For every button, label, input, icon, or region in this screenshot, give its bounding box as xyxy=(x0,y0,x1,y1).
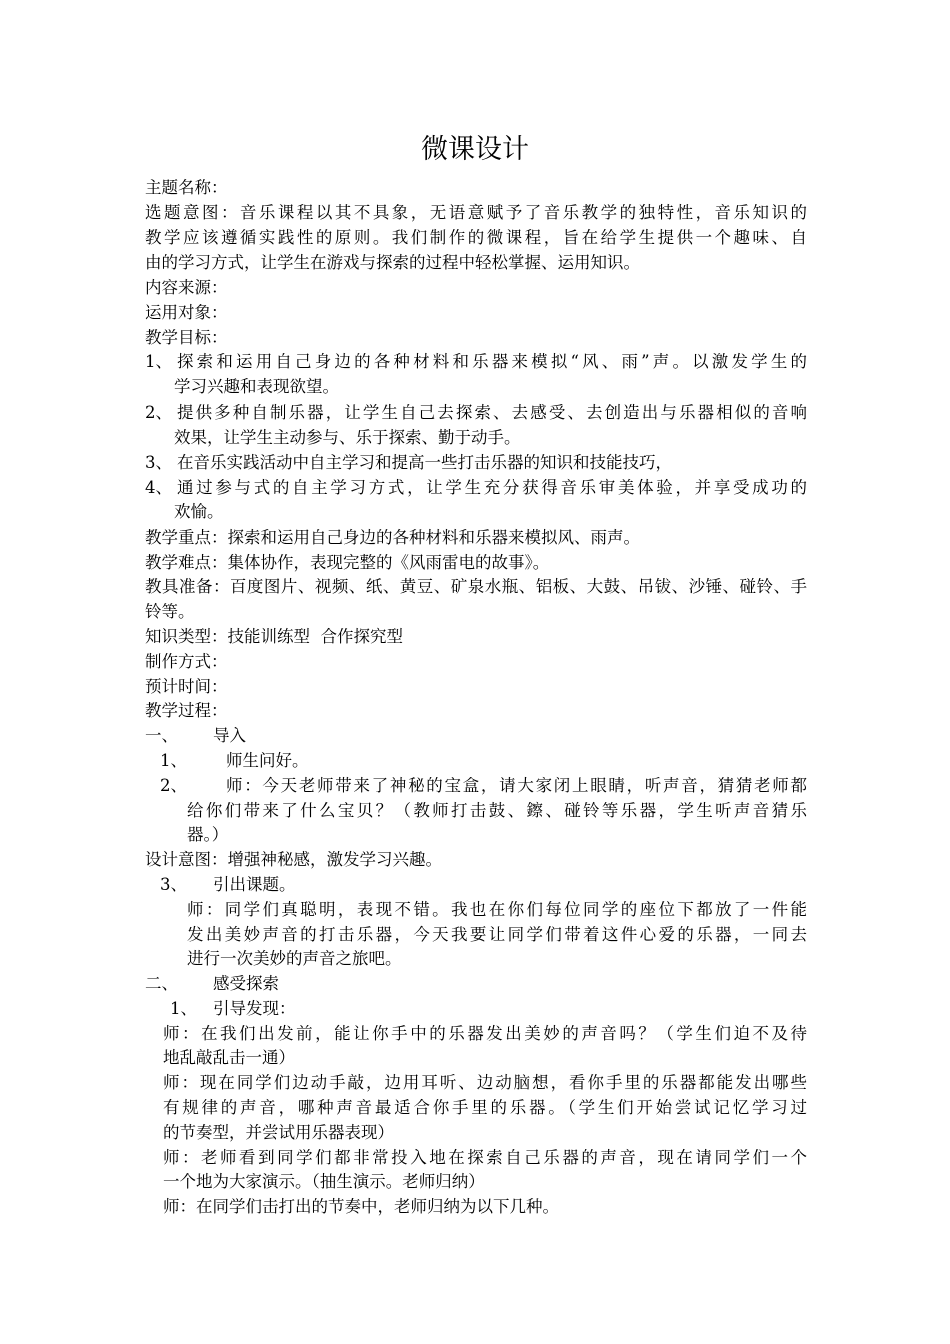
intent-line-3: 由的学习方式，让学生在游戏与探索的过程中轻松掌握、运用知识。 xyxy=(145,253,640,272)
goal-2-number: 2、 xyxy=(145,403,172,422)
design-intent-line: 设计意图：增强神秘感，激发学习兴趣。 xyxy=(145,850,442,869)
difficulty-line: 教学难点：集体协作，表现完整的《风雨雷电的故事》。 xyxy=(145,553,550,572)
step-1-2-line-2: 给你们带来了什么宝贝？（教师打击鼓、鑔、碰铃等乐器，学生听声音猜乐 xyxy=(187,801,807,820)
goal-3-line-1: 在音乐实践活动中自主学习和提高一些打击乐器的知识和技能技巧， xyxy=(177,453,672,472)
step-1-2-line-1: 师：今天老师带来了神秘的宝盒，请大家闭上眼睛，听声音，猜猜老师都 xyxy=(226,776,807,795)
goal-1-line-1: 探索和运用自己身边的各种材料和乐器来模拟“风、雨”声。以激发学生的 xyxy=(177,352,807,371)
goal-2-line-2: 效果，让学生主动参与、乐于探索、勤于动手。 xyxy=(174,428,521,447)
goal-2-line-1: 提供多种自制乐器，让学生自己去探索、去感受、去创造出与乐器相似的音响 xyxy=(177,403,807,422)
step-2-body-line-5: 的节奏型，并尝试用乐器表现） xyxy=(163,1123,394,1142)
goal-3-number: 3、 xyxy=(145,453,172,472)
goals-label: 教学目标： xyxy=(145,328,228,347)
step-2-body-line-1: 师：在我们出发前，能让你手中的乐器发出美妙的声音吗？（学生们迫不及待 xyxy=(163,1024,807,1043)
page-title: 微课设计 xyxy=(421,134,529,165)
step-2-body-line-4: 有规律的声音，哪种声音最适合你手里的乐器。（学生们开始尝试记忆学习过 xyxy=(163,1098,807,1117)
step-1-3-text: 引出课题。 xyxy=(213,875,296,894)
step-2-body-line-3: 师：现在同学们边动手敲，边用耳听、边动脑想，看你手里的乐器都能发出哪些 xyxy=(163,1073,807,1092)
goal-4-line-1: 通过参与式的自主学习方式，让学生充分获得音乐审美体验，并享受成功的 xyxy=(177,478,807,497)
step-2-1-text: 引导发现： xyxy=(213,999,296,1018)
intent-line-1: 选题意图：音乐课程以其不具象，无语意赋予了音乐教学的独特性，音乐知识的 xyxy=(145,203,807,222)
section-2-title: 感受探索 xyxy=(213,974,279,993)
goal-1-line-2: 学习兴趣和表现欲望。 xyxy=(174,377,339,396)
theme-name-line: 主题名称： xyxy=(145,178,228,197)
intent-line-2: 教学应该遵循实践性的原则。我们制作的微课程，旨在给学生提供一个趣味、自 xyxy=(145,228,807,247)
step-1-3-body-line-1: 师：同学们真聪明，表现不错。我也在你们每位同学的座位下都放了一件能 xyxy=(187,900,807,919)
step-1-3-number: 3、 xyxy=(160,875,187,894)
step-2-body-line-7: 一个地为大家演示。（抽生演示。老师归纳） xyxy=(163,1172,485,1191)
materials-line-2: 铃等。 xyxy=(145,602,195,621)
section-1-title: 导入 xyxy=(213,726,246,745)
step-2-1-number: 1、 xyxy=(170,999,197,1018)
step-1-2-number: 2、 xyxy=(160,776,187,795)
time-line: 预计时间： xyxy=(145,677,228,696)
materials-line-1: 教具准备：百度图片、视频、纸、黄豆、矿泉水瓶、铝板、大鼓、吊钹、沙锤、碰铃、手 xyxy=(145,577,807,596)
goal-1-number: 1、 xyxy=(145,352,172,371)
goal-4-number: 4、 xyxy=(145,478,172,497)
production-line: 制作方式： xyxy=(145,652,228,671)
key-point-line: 教学重点：探索和运用自己身边的各种材料和乐器来模拟风、雨声。 xyxy=(145,528,640,547)
step-2-body-line-6: 师：老师看到同学们都非常投入地在探索自己乐器的声音，现在请同学们一个 xyxy=(163,1148,807,1167)
source-line: 内容来源： xyxy=(145,278,228,297)
process-label: 教学过程： xyxy=(145,701,228,720)
step-1-3-body-line-2: 发出美妙声音的打击乐器，今天我要让同学们带着这件心爱的乐器，一同去 xyxy=(187,925,807,944)
goal-4-line-2: 欢愉。 xyxy=(174,502,224,521)
step-1-1-number: 1、 xyxy=(160,751,187,770)
step-1-3-body-line-3: 进行一次美妙的声音之旅吧。 xyxy=(187,949,402,968)
section-1-number: 一、 xyxy=(145,726,178,745)
step-1-2-line-3: 器。） xyxy=(187,825,229,844)
audience-line: 运用对象： xyxy=(145,303,228,322)
step-2-body-line-8: 师：在同学们击打出的节奏中，老师归纳为以下几种。 xyxy=(163,1197,559,1216)
step-1-1-text: 师生问好。 xyxy=(226,751,309,770)
step-2-body-line-2: 地乱敲乱击一通） xyxy=(163,1048,295,1067)
knowledge-type-line: 知识类型：技能训练型 合作探究型 xyxy=(145,627,403,646)
section-2-number: 二、 xyxy=(145,974,178,993)
